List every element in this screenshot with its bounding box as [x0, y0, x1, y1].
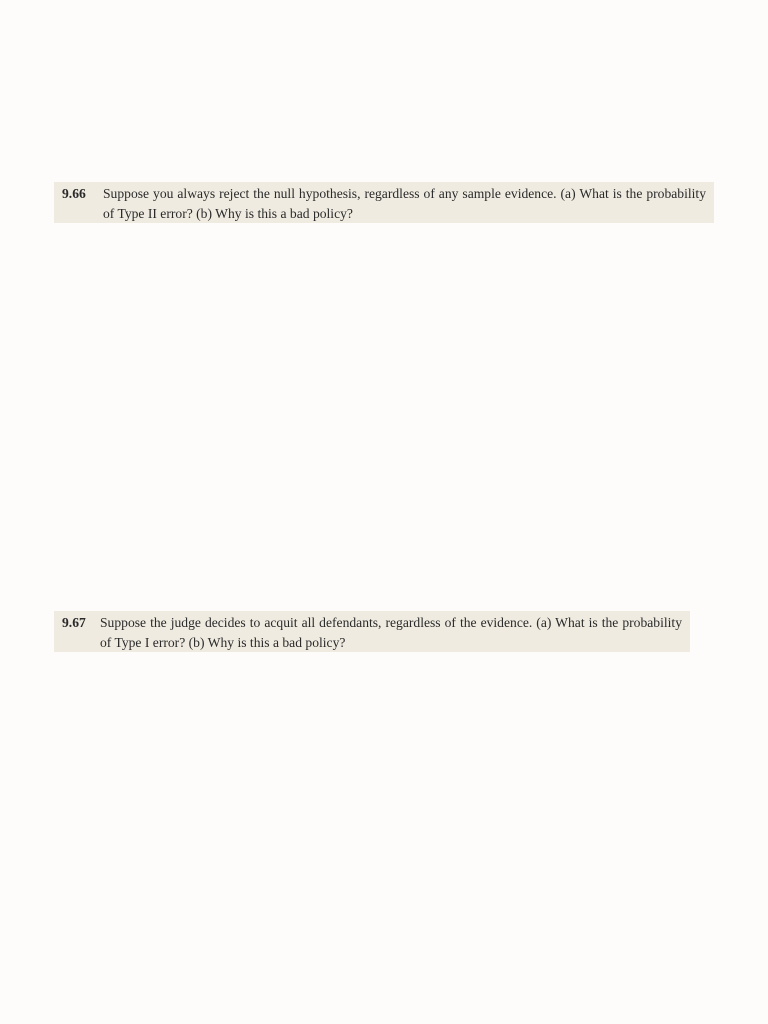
exercise-text: Suppose the judge decides to acquit all defendants, regardless of the evidence. (a) What is the probability of Type I error? (b) Why is this a bad policy?: [100, 615, 682, 650]
exercise-9-67: [54, 611, 690, 652]
exercise-text: Suppose you always reject the null hypothesis, regardless of any sample evidence. (a) What is the probability of Type II error? (b) Why is this a bad policy?: [103, 186, 706, 221]
exercise-number: 9.67: [62, 615, 86, 630]
exercise-number: 9.66: [62, 186, 86, 201]
exercise-9-66: [54, 182, 714, 223]
